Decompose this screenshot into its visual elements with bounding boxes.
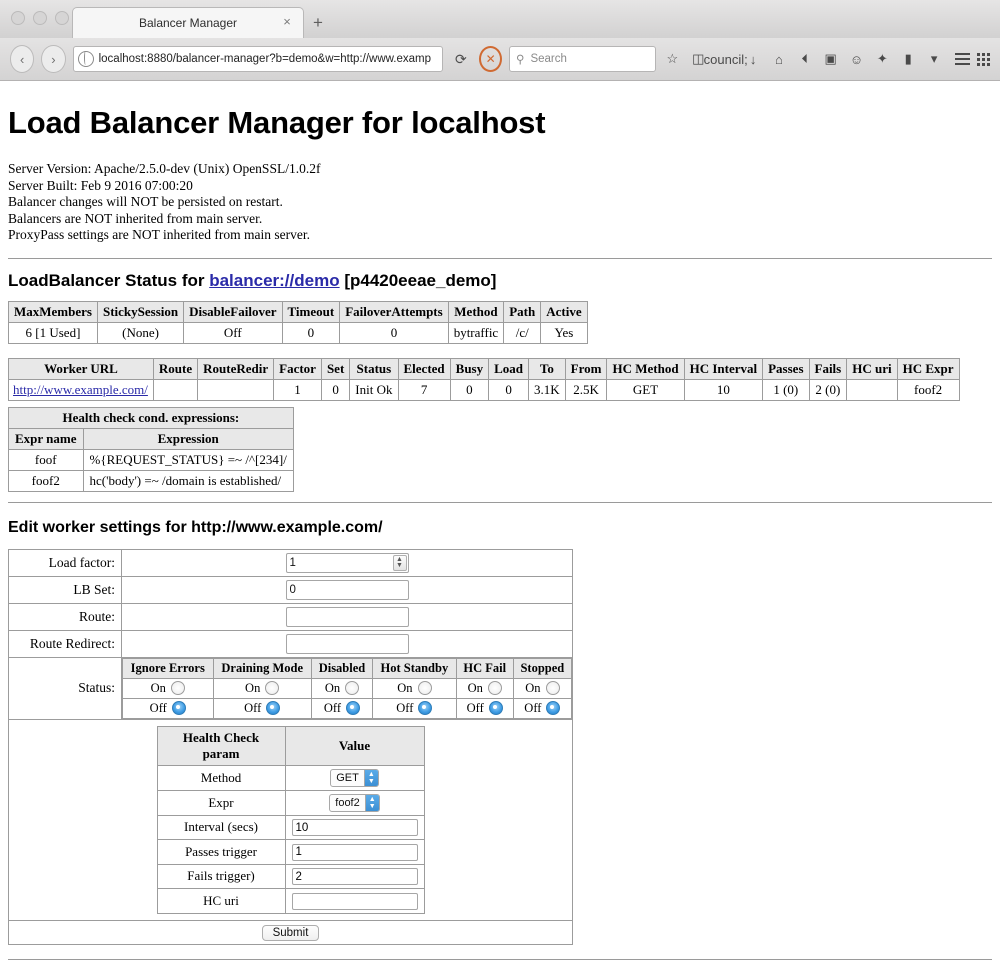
hc-fails-value-cell [285, 864, 424, 889]
browser-toolbar [0, 38, 1000, 80]
tab-balancer-manager[interactable] [72, 7, 304, 38]
off-label: Off [244, 700, 262, 715]
col-passes: Passes [763, 358, 809, 379]
col-active: Active [541, 301, 587, 322]
off-label: Off [396, 700, 414, 715]
divider [8, 502, 992, 503]
on-label: On [525, 680, 541, 695]
col-hc-fail: HC Fail [456, 658, 513, 678]
cell-expr-name: foof [9, 449, 84, 470]
table-header-row [157, 726, 424, 765]
off-label: Off [149, 700, 167, 715]
cell-maxmembers: 6 [1 Used] [9, 322, 98, 343]
window-controls[interactable] [11, 11, 69, 25]
blocked-icon[interactable]: ✕ [479, 46, 502, 72]
cell-from: 2.5K [565, 379, 607, 400]
hc-passes-input[interactable] [292, 844, 418, 861]
col-busy: Busy [450, 358, 488, 379]
col-maxmembers: MaxMembers [9, 301, 98, 322]
health-check-param-table [157, 726, 425, 914]
smiley-icon[interactable]: ☺ [849, 51, 864, 67]
disabled-on-radio[interactable] [345, 681, 359, 695]
on-label: On [324, 680, 341, 695]
close-window-button[interactable] [11, 11, 25, 25]
route-redirect-input[interactable] [286, 634, 409, 654]
persist-note: Balancer changes will NOT be persisted on restart. [8, 194, 283, 209]
status-label: Status: [9, 657, 122, 719]
hc-passes-value-cell [285, 840, 424, 865]
col-load: Load [489, 358, 529, 379]
col-stickysession: StickySession [97, 301, 183, 322]
hc-expr-caption: Health check cond. expressions: [9, 407, 294, 428]
server-version: Server Version: Apache/2.5.0-dev (Unix) OpenSSL/1.0.2f [8, 161, 321, 176]
tab-label: Balancer Manager [138, 16, 238, 30]
inherit-note: Balancers are NOT inherited from main server. [8, 210, 263, 226]
hc-interval-label: Interval (secs) [157, 815, 285, 840]
search-placeholder: Search [530, 53, 567, 65]
cell-hc-uri [847, 379, 897, 400]
form-row-load-factor [9, 549, 573, 576]
col-elected: Elected [398, 358, 450, 379]
globe-icon [78, 51, 94, 67]
cell-hc-interval: 10 [684, 379, 763, 400]
route-redirect-field-cell [122, 630, 573, 657]
cell-set: 0 [321, 379, 349, 400]
worker-table [8, 358, 960, 401]
cell-factor: 1 [274, 379, 322, 400]
on-label: On [150, 680, 166, 695]
divider [8, 258, 992, 259]
form-row-submit [9, 920, 573, 944]
cell-method: bytraffic [448, 322, 504, 343]
extension-icon[interactable]: ✦ [876, 51, 888, 66]
search-input[interactable] [509, 46, 656, 72]
col-timeout: Timeout [282, 301, 340, 322]
cell-expr-name: foof2 [9, 470, 84, 491]
ignore-errors-on-radio[interactable] [171, 681, 185, 695]
col-failoverattempts: FailoverAttempts [340, 301, 448, 322]
cell-path: /c/ [504, 322, 541, 343]
download-icon[interactable]: ↓ [749, 51, 757, 67]
load-factor-stepper[interactable] [286, 553, 409, 573]
col-set: Set [321, 358, 349, 379]
table-row [157, 790, 424, 815]
health-check-expressions-table [8, 407, 294, 492]
cell-status: Init Ok [350, 379, 398, 400]
cell-route [153, 379, 197, 400]
stopped-off-radio[interactable] [546, 701, 560, 715]
col-hc-interval: HC Interval [684, 358, 763, 379]
col-hc-param: Health Check param [157, 726, 285, 765]
table-row [157, 815, 424, 840]
shield-icon[interactable]: council; [703, 51, 748, 67]
lb-set-input[interactable] [286, 580, 409, 600]
edit-worker-form [8, 549, 573, 945]
cell-disablefailover: Off [184, 322, 282, 343]
back-button[interactable]: ‹ [10, 45, 34, 73]
col-expr-name: Expr name [9, 428, 84, 449]
reload-button[interactable]: ⟳ [455, 50, 467, 67]
hc-expr-label: Expr [157, 790, 285, 815]
col-routeredir: RouteRedir [198, 358, 274, 379]
cell-ignore-errors-on [123, 678, 214, 698]
chevron-down-icon[interactable]: ▾ [930, 51, 938, 66]
disabled-off-radio[interactable] [346, 701, 360, 715]
balancer-link[interactable]: balancer://demo [209, 270, 340, 290]
zoom-window-button[interactable] [55, 11, 69, 25]
pocket-icon[interactable]: ▣ [824, 51, 837, 66]
load-factor-input[interactable] [286, 553, 409, 573]
send-icon[interactable]: ⏴ [801, 51, 809, 66]
table-row [157, 889, 424, 914]
page-content [0, 81, 1000, 960]
hc-expr-value-cell [285, 790, 424, 815]
hc-method-select[interactable] [330, 769, 379, 787]
form-row-status [9, 657, 573, 719]
cell-failoverattempts: 0 [340, 322, 448, 343]
close-icon[interactable]: × [283, 14, 291, 29]
col-disabled: Disabled [311, 658, 372, 678]
table-row [9, 379, 960, 400]
col-draining-mode: Draining Mode [213, 658, 311, 678]
cell-busy: 0 [450, 379, 488, 400]
form-row-health-check [9, 719, 573, 920]
tab-strip [72, 0, 332, 38]
home-icon[interactable]: ⌂ [775, 51, 783, 67]
worker-url-link[interactable]: http://www.example.com/ [13, 381, 148, 397]
cell-stopped-on [513, 678, 571, 698]
forward-button[interactable]: › [41, 45, 65, 73]
col-hc-uri: HC uri [847, 358, 897, 379]
cell-draining-mode-off [213, 698, 311, 718]
cell-fails: 2 (0) [809, 379, 847, 400]
status-field-cell [122, 657, 573, 719]
table-row [9, 470, 294, 491]
col-fails: Fails [809, 358, 847, 379]
cell-active: Yes [541, 322, 587, 343]
off-label: Off [524, 700, 542, 715]
col-factor: Factor [274, 358, 322, 379]
new-tab-button[interactable]: + [313, 13, 323, 32]
col-method: Method [448, 301, 504, 322]
form-row-route-redirect [9, 630, 573, 657]
draining-mode-on-radio[interactable] [265, 681, 279, 695]
cell-hc-fail-off [456, 698, 513, 718]
hc-method-label: Method [157, 765, 285, 790]
col-disablefailover: DisableFailover [184, 301, 282, 322]
route-field-cell [122, 603, 573, 630]
cell-ignore-errors-off [123, 698, 214, 718]
hc-method-value-cell [285, 765, 424, 790]
edit-worker-heading: Edit worker settings for http://www.example.com/ [8, 518, 383, 536]
col-hc-value: Value [285, 726, 424, 765]
cell-stopped-off [513, 698, 571, 718]
hc-fails-input[interactable] [292, 868, 418, 885]
address-bar[interactable] [73, 46, 443, 72]
cell-stickysession: (None) [97, 322, 183, 343]
cell-hot-standby-on [373, 678, 457, 698]
col-to: To [529, 358, 566, 379]
cell-to: 3.1K [529, 379, 566, 400]
browser-titlebar [0, 0, 1000, 38]
server-built: Server Built: Feb 9 2016 07:00:20 [8, 177, 193, 193]
route-redirect-label: Route Redirect: [9, 630, 122, 657]
cell-disabled-off [311, 698, 372, 718]
on-label: On [245, 680, 261, 695]
table-header-row [9, 301, 588, 322]
address-bar-text: localhost:8880/balancer-manager?b=demo&w=http://www.examp [98, 53, 432, 65]
form-row-lb-set [9, 576, 573, 603]
balancer-status-heading [8, 271, 992, 291]
cell-hc-method: GET [607, 379, 684, 400]
star-icon[interactable]: ☆ [666, 51, 679, 66]
hot-standby-on-radio[interactable] [418, 681, 432, 695]
status-table [122, 658, 572, 719]
on-label: On [397, 680, 413, 695]
cell-draining-mode-on [213, 678, 311, 698]
health-check-params-cell [9, 719, 573, 920]
hc-method-selected-value: GET [336, 771, 359, 784]
route-input[interactable] [286, 607, 409, 627]
table-row [9, 322, 588, 343]
lb-set-label: LB Set: [9, 576, 122, 603]
hc-uri-value-cell [285, 889, 424, 914]
col-ignore-errors: Ignore Errors [123, 658, 214, 678]
col-hc-expr: HC Expr [897, 358, 959, 379]
off-label: Off [466, 700, 484, 715]
table-row [9, 449, 294, 470]
minimize-window-button[interactable] [33, 11, 47, 25]
on-label: On [467, 680, 483, 695]
cell-hot-standby-off [373, 698, 457, 718]
hc-expr-select[interactable] [329, 794, 379, 812]
table-row [157, 864, 424, 889]
hc-passes-label: Passes trigger [157, 840, 285, 865]
route-label: Route: [9, 603, 122, 630]
hc-expr-selected-value: foof2 [335, 796, 360, 809]
table-caption-row [9, 407, 294, 428]
table-header-row [9, 428, 294, 449]
cell-routeredir [198, 379, 274, 400]
col-status: Status [350, 358, 398, 379]
col-hot-standby: Hot Standby [373, 658, 457, 678]
balancer-table [8, 301, 588, 344]
col-stopped: Stopped [513, 658, 571, 678]
menu-icon[interactable] [955, 53, 970, 65]
table-header-row [9, 358, 960, 379]
draining-mode-off-radio[interactable] [266, 701, 280, 715]
cell-hc-fail-on [456, 678, 513, 698]
hc-interval-value-cell [285, 815, 424, 840]
cell-disabled-on [311, 678, 372, 698]
col-hc-method: HC Method [607, 358, 684, 379]
hc-fail-on-radio[interactable] [488, 681, 502, 695]
table-row [157, 840, 424, 865]
hot-standby-off-radio[interactable] [418, 701, 432, 715]
table-header-row [123, 658, 572, 678]
chevron-updown-icon: ▲ ▼ [364, 770, 378, 786]
hc-fail-off-radio[interactable] [489, 701, 503, 715]
cell-worker-url [9, 379, 154, 400]
balancer-heading-suffix: [p4420eeae_demo] [339, 270, 497, 290]
lb-set-field-cell [122, 576, 573, 603]
cell-timeout: 0 [282, 322, 340, 343]
battery-icon[interactable]: ▮ [904, 51, 912, 66]
cell-expression: %{REQUEST_STATUS} =~ /^[234]/ [83, 449, 293, 470]
cell-expression: hc('body') =~ /domain is established/ [83, 470, 293, 491]
status-on-row [123, 678, 572, 698]
col-expression: Expression [83, 428, 293, 449]
divider [8, 959, 992, 960]
cell-load: 0 [489, 379, 529, 400]
submit-cell [9, 920, 573, 944]
cell-passes: 1 (0) [763, 379, 809, 400]
submit-button[interactable]: Submit [262, 925, 320, 941]
stopped-on-radio[interactable] [546, 681, 560, 695]
table-row [157, 765, 424, 790]
col-route: Route [153, 358, 197, 379]
cell-hc-expr: foof2 [897, 379, 959, 400]
apps-grid-icon[interactable] [977, 53, 990, 66]
hc-uri-label: HC uri [157, 889, 285, 914]
col-path: Path [504, 301, 541, 322]
page-title: Load Balancer Manager for localhost [8, 105, 546, 140]
search-icon: ⚲ [516, 54, 525, 66]
hc-fails-label: Fails trigger) [157, 864, 285, 889]
col-worker-url: Worker URL [9, 358, 154, 379]
hc-interval-input[interactable] [292, 819, 418, 836]
col-from: From [565, 358, 607, 379]
status-off-row [123, 698, 572, 718]
reader-icon[interactable]: ◫ [692, 51, 705, 66]
hc-uri-input[interactable] [292, 893, 418, 910]
form-row-route [9, 603, 573, 630]
load-factor-label: Load factor: [9, 549, 122, 576]
chevron-updown-icon: ▲ ▼ [365, 795, 379, 811]
balancer-heading-prefix: LoadBalancer Status for [8, 270, 210, 290]
browser-chrome [0, 0, 1000, 81]
cell-elected: 7 [398, 379, 450, 400]
proxypass-note: ProxyPass settings are NOT inherited from main server. [8, 227, 310, 242]
ignore-errors-off-radio[interactable] [172, 701, 186, 715]
load-factor-field-cell [122, 549, 573, 576]
server-info [8, 161, 992, 244]
off-label: Off [323, 700, 342, 715]
stepper-arrows-icon[interactable]: ▲ ▼ [393, 555, 407, 571]
